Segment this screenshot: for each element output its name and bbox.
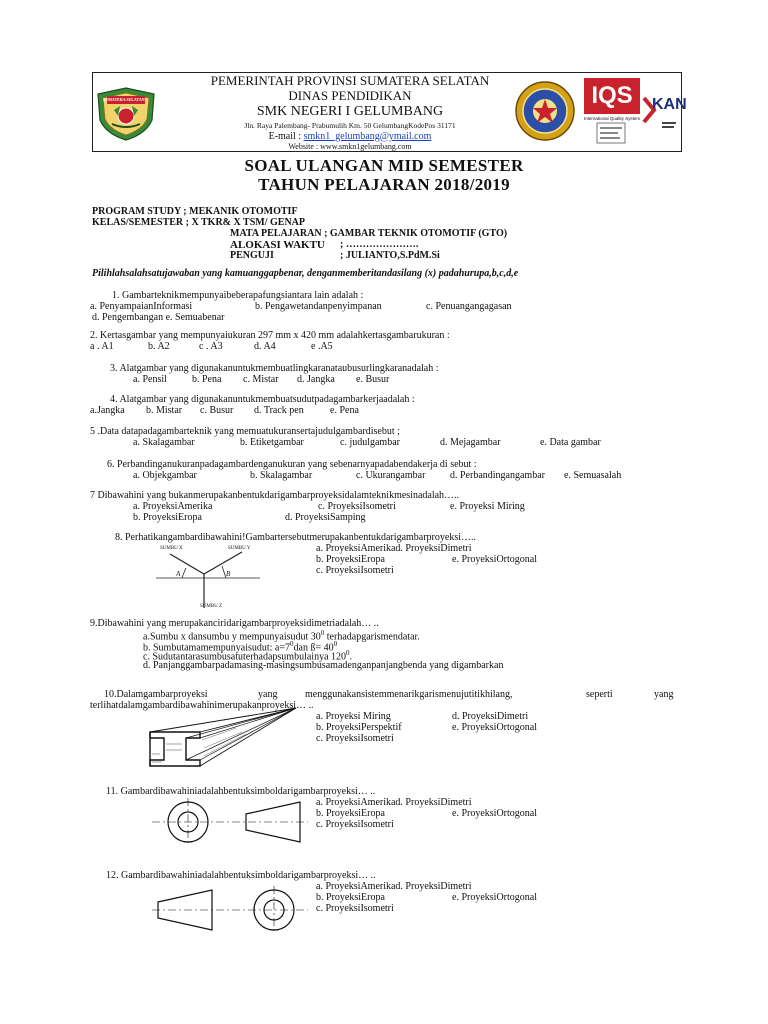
q7-option-b: b. ProyeksiEropa [133,512,202,523]
examiner-value: ; JULIANTO,S.PdM.Si [340,250,440,261]
q4-option-c: c. Busur [200,405,234,416]
q4-option-a: a.Jangka [90,405,125,416]
question-5: 5 .Data datapadagambarteknik yang memuatukuransertajudulgambardisebut ; [90,426,400,437]
subject: MATA PELAJARAN ; GAMBAR TEKNIK OTOMOTIF (GTO) [230,228,508,239]
q2-option-b: b. A2 [148,341,170,352]
q11-option-b: b. ProyeksiEropa [316,808,385,819]
first-angle-projection-symbol [150,796,310,848]
q10-option-d: d. ProyeksiDimetri [452,711,529,722]
question-10-part4: seperti [586,689,613,700]
q6-option-c: c. Ukurangambar [356,470,426,481]
q9-option-b: b. Sumbutamamempunyaisudut: $a=7^0dan$ ß= $40^0$ [143,640,338,654]
time-allocation-label: ALOKASI WAKTU [230,239,325,251]
question-2: 2. Kertasgambar yang mempunyaiukuran 297 mm x 420 mm adalahkertasgambarukuran : [90,330,450,341]
q5-option-a: a. Skalagambar [133,437,195,448]
q1-option-c: c. Penuangangagasan [426,301,512,312]
email-link[interactable]: smkn1_gelumbang@ymail.com [303,130,432,142]
q2-option-a: a . A1 [90,341,114,352]
q7-option-a: a. ProyeksiAmerika [133,501,213,512]
q5-option-b: b. Etiketgambar [240,437,304,448]
q4-option-e: e. Pena [330,405,359,416]
examiner-label: PENGUJI [230,250,274,261]
q3-option-c: c. Mistar [243,374,279,385]
q7-option-d: d. ProyeksiSamping [285,512,366,523]
q6-option-a: a. Objekgambar [133,470,197,481]
q5-option-e: e. Data gambar [540,437,601,448]
school-name: SMK NEGERI I GELUMBANG [256,103,444,119]
instruction: Pilihlahsalahsatujawaban yang kamuanggapbenar, denganmemberitandasilang (x) padahurupa,b,c,d,e [92,268,519,279]
question-3: 3. Alatgambar yang digunakanuntukmembuatlingkaranataubusurlingkaranadalah : [110,363,439,374]
time-allocation-value: ; …………………. [340,239,419,250]
q7-option-c: c. ProyeksiIsometri [318,501,396,512]
q8-option-ad: a. ProyeksiAmerikad. ProyeksiDimetri [316,543,472,554]
school-seal-logo [514,80,576,142]
q12-option-ad: a. ProyeksiAmerikad. ProyeksiDimetri [316,881,472,892]
axis-projection-figure [152,542,267,610]
website-line: Website : www.smkn1gelumbang.com [288,142,412,152]
fig-label-y: SUMBU Y [228,546,251,551]
q10-option-a: a. Proyeksi Miring [316,711,391,722]
q3-option-e: e. Busur [356,374,390,385]
province-emblem-logo [94,86,158,142]
question-8: 8. Perhatikangambardibawahini!Gambartersebutmerupakanbentukdarigambarproyeksi….. [115,532,476,543]
kan-text: KAN [652,96,687,113]
q4-option-d: d. Track pen [254,405,304,416]
question-7: 7 Dibawahini yang bukanmerupakanbentukdarigambarproyeksidalamteknikmesinadalah….. [90,490,460,501]
q2-option-e: e .A5 [311,341,333,352]
gov-line: PEMERINTAH PROVINSI SUMATERA SELATAN [210,73,490,88]
q11-option-e: e. ProyeksiOrtogonal [452,808,537,819]
q7-option-e: e. Proyeksi Miring [450,501,525,512]
email-label: E-mail : [268,130,304,142]
q12-option-e: e. ProyeksiOrtogonal [452,892,537,903]
q9-option-a: a.Sumbu x dansumbu y mempunyaisudut $30^0$ terhadapgarismendatar. [143,629,420,643]
school-address: Jln. Raya Palembang- Prabumulih Km. 50 GelumbangKodePos 31171 [244,120,456,130]
iqs-logo: IQS [584,78,640,114]
fig-label-x: SUMBU X [160,546,183,551]
q9-option-c: c. Sudutantarasumbusatuterhadapsumbulainya $120^0$. [143,649,353,663]
q12-option-b: b. ProyeksiEropa [316,892,385,903]
third-angle-projection-symbol [150,884,310,936]
q4-option-b: b. Mistar [146,405,183,416]
question-12: 12. Gambardibawahiniadalahbentuksimboldarigambarproyeksi… .. [106,870,376,881]
q3-option-d: d. Jangka [297,374,335,385]
fig-angle-a: A [176,570,181,578]
exam-year: TAHUN PELAJARAN 2018/2019 [258,175,510,194]
question-11: 11. Gambardibawahiniadalahbentuksimboldarigambarproyeksi… .. [106,786,376,797]
q6-option-d: d. Perbandingangambar [450,470,545,481]
question-10-part2: yang [258,689,278,700]
question-4: 4. Alatgambar yang digunakanuntukmembuatsudutpadagambarkerjaadalah : [110,394,415,405]
fig-angle-b: B [226,570,231,578]
q2-option-c: c . A3 [199,341,223,352]
q5-option-c: c. judulgambar [340,437,400,448]
q11-option-c: c. ProyeksiIsometri [316,819,394,830]
question-10-part3: menggunakansistemmenarikgarismenujutitikhilang, [305,689,513,700]
dept-line: DINAS PENDIDIKAN [288,87,412,103]
q1-option-b: b. Pengawetandanpenyimpanan [255,301,382,312]
q3-option-b: b. Pena [192,374,222,385]
q1-option-de: d. Pengembangan e. Semuabenar [92,312,225,323]
logo-left-caption: SUMATERA SELATAN [103,97,145,102]
q5-option-d: d. Mejagambar [440,437,501,448]
q10-option-b: b. ProyeksiPerspektif [316,722,402,733]
q8-option-b: b. ProyeksiEropa [316,554,385,565]
q12-option-c: c. ProyeksiIsometri [316,903,394,914]
exam-title: SOAL ULANGAN MID SEMESTER [244,156,524,175]
fig-label-z: SUMBU Z [200,604,223,609]
q3-option-a: a. Pensil [133,374,167,385]
question-10-line2: terlihatdalamgambardibawahinimerupakanproyeksi… .. [90,700,314,711]
q8-option-e: e. ProyeksiOrtogonal [452,554,537,565]
q10-option-c: c. ProyeksiIsometri [316,733,394,744]
q6-option-b: b. Skalagambar [250,470,313,481]
question-10-part5: yang [654,689,674,700]
iso-cert-icon [596,122,626,144]
iqs-subtitle: International Quality System [583,116,641,121]
email-line [160,131,540,143]
question-9: 9.Dibawahini yang merupakanciridarigambarproyeksidimetriadalah… .. [90,618,379,629]
q2-option-d: d. A4 [254,341,276,352]
q9-option-d: d. Panjanggambarpadamasing-masingsumbusamadenganpanjangbenda yang digambarkan [143,660,504,671]
letterhead-text [160,74,540,151]
q6-option-e: e. Semuasalah [564,470,622,481]
program-study: PROGRAM STUDY ; MEKANIK OTOMOTIF [92,206,298,217]
perspective-beam-figure [146,704,306,784]
q8-option-c: c. ProyeksiIsometri [316,565,394,576]
question-1: 1. Gambarteknikmempunyaibeberapafungsiantara lain adalah : [112,290,364,301]
class-semester: KELAS/SEMESTER ; X TKR& X TSM/ GENAP [92,217,306,228]
q11-option-ad: a. ProyeksiAmerikad. ProyeksiDimetri [316,797,472,808]
question-6: 6. Perbandinganukuranpadagambardenganukuran yang sebenarnyapadabendakerja di sebut : [107,459,477,470]
question-10-part1: 10.Dalamgambarproyeksi [104,689,208,700]
q1-option-a: a. PenyampaianInformasi [90,301,193,312]
q10-option-e: e. ProyeksiOrtogonal [452,722,537,733]
